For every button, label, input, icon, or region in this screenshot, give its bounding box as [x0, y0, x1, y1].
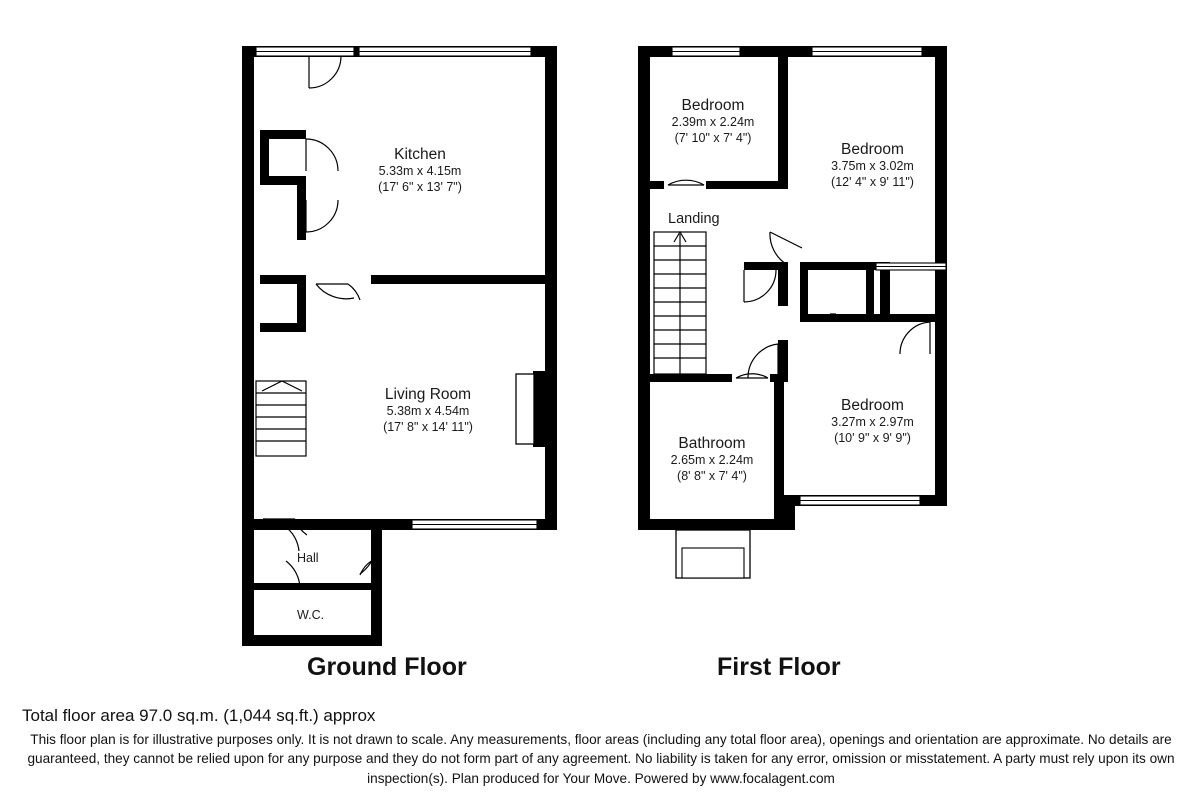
room-name-kitchen: Kitchen	[394, 146, 446, 163]
room-dim-metric-kitchen: 5.33m x 4.15m	[378, 164, 462, 179]
ground-wall-left	[242, 46, 254, 646]
room-dim-metric-bedroom-2: 3.75m x 3.02m	[831, 159, 914, 174]
room-name-living-room: Living Room	[384, 386, 472, 403]
floor-title-ground: Ground Floor	[307, 653, 467, 681]
ground-door-front	[309, 56, 341, 88]
ground-wall-right	[545, 46, 557, 530]
room-name-bedroom-3: Bedroom	[841, 397, 904, 414]
room-dim-imperial-kitchen: (17' 6" x 13' 7")	[378, 180, 462, 194]
ground-wall-hall-bottom	[260, 323, 306, 332]
room-dim-imperial-living-room: (17' 8" x 14' 11")	[383, 420, 473, 434]
room-label-bedroom-2	[785, 140, 960, 191]
ground-wall-wc-top	[254, 583, 382, 590]
ground-wall-hall-lower	[260, 275, 306, 284]
room-name-bedroom-1: Bedroom	[681, 97, 745, 114]
first-door-landing-left	[744, 270, 776, 302]
ground-wall-hall-left-a	[260, 130, 269, 178]
room-dim-imperial-bedroom-2: (12' 4" x 9' 11")	[831, 175, 914, 189]
first-door-landing-lower	[748, 344, 778, 378]
room-dim-imperial-bathroom: (8' 8" x 7' 4")	[677, 469, 747, 483]
total-floor-area: Total floor area 97.0 sq.m. (1,044 sq.ft.) approx	[22, 706, 376, 725]
first-wall-landing-bottom	[650, 374, 732, 382]
room-name-bathroom: Bathroom	[678, 435, 746, 452]
first-wall-landing-right-b	[778, 340, 788, 382]
room-dim-metric-bathroom: 2.65m x 2.24m	[670, 453, 754, 468]
room-label-living-room	[328, 385, 528, 436]
first-wall-bed1-bottom-right	[706, 181, 788, 189]
room-label-wc: W.C.	[297, 608, 325, 622]
ground-chimney	[533, 371, 557, 447]
room-dim-imperial-bedroom-1: (7' 10" x 7' 4")	[674, 131, 752, 145]
first-door-bathroom	[736, 374, 768, 378]
room-label-bedroom-1	[633, 96, 793, 147]
room-label-bathroom	[632, 434, 792, 485]
first-door-bedroom2	[770, 232, 802, 264]
room-label-kitchen	[340, 145, 500, 196]
room-label-hall: Hall	[297, 551, 319, 565]
ground-wall-kitchen-living	[371, 275, 557, 284]
room-dim-metric-bedroom-1: 2.39m x 2.24m	[671, 115, 755, 130]
ground-door-kitchen-hall-top	[306, 139, 338, 171]
floor-title-first: First Floor	[717, 653, 841, 681]
ground-wall-hall-mid	[260, 176, 306, 185]
first-wall-step	[784, 495, 795, 530]
ground-floor-geometry	[242, 46, 557, 646]
ground-wall-hall-right	[297, 185, 306, 240]
room-dim-imperial-bedroom-3: (10' 9" x 9' 9")	[834, 431, 911, 445]
ground-stairs	[256, 381, 306, 456]
first-wall-bottom-left	[638, 519, 784, 530]
first-door-bedroom1	[668, 180, 704, 185]
first-wall-cupboard-bottom	[800, 314, 946, 322]
room-dim-metric-living-room: 5.38m x 4.54m	[386, 404, 470, 419]
room-label-landing: Landing	[668, 211, 720, 227]
first-wall-landing-top	[744, 262, 788, 270]
ground-door-living-kitchen	[316, 284, 360, 300]
room-label-bedroom-3	[785, 396, 960, 447]
ground-door-kitchen-hall-lower	[306, 200, 338, 232]
first-wall-bed1-bottom-left	[650, 181, 664, 189]
room-name-bedroom-2: Bedroom	[841, 141, 904, 158]
first-porch	[676, 530, 750, 578]
room-dim-metric-bedroom-3: 3.27m x 2.97m	[831, 415, 914, 430]
disclaimer-text: This floor plan is for illustrative purposes only. It is not drawn to scale. Any measurements, floor areas (including any total floor area), openings and orientation are approximate. No details are guaranteed, they cannot be relied upon for any purpose and they do not form part of any agreement. No liability is taken for any error, omission or misstatement. A party must rely upon its own inspection(s). Plan produced for Your Move. Powered by www.focalagent.com	[27, 732, 1175, 786]
first-door-bedroom3	[900, 322, 930, 354]
first-stairs	[654, 232, 706, 374]
ground-wall-bottom	[242, 635, 382, 646]
